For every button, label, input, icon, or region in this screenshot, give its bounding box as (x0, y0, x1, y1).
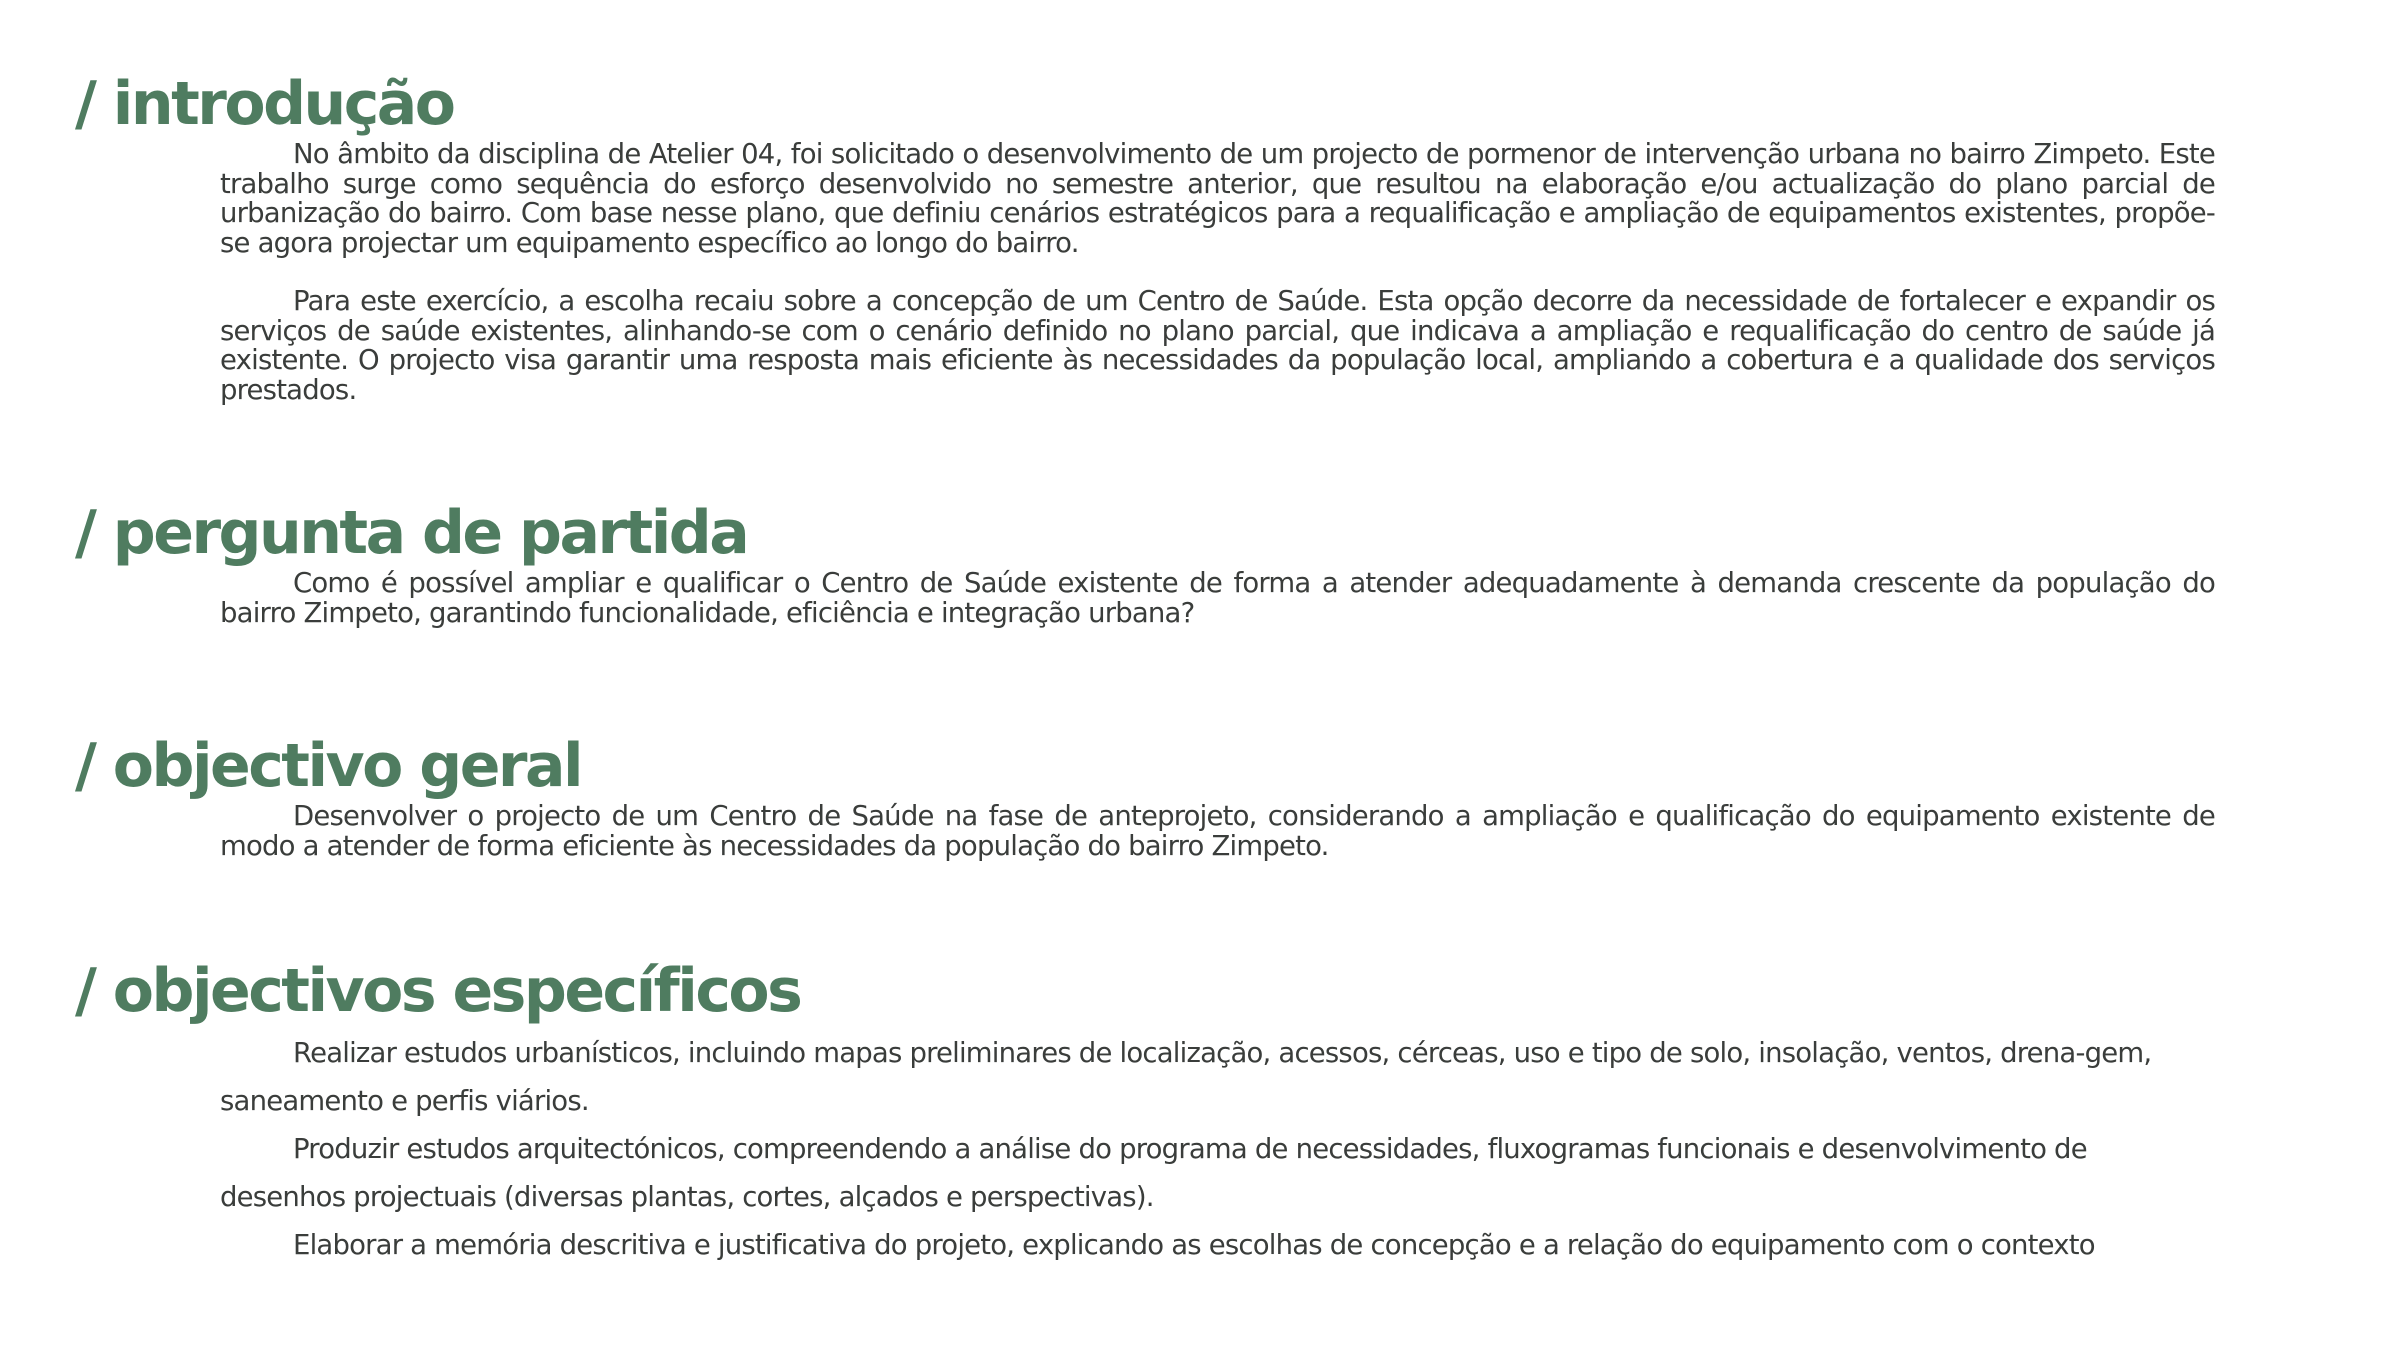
paragraph: Como é possível ampliar e qualificar o Centro de Saúde existente de forma a atender adequadamente à demanda crescente da população do bairro Zimpeto, garantindo funcionalidade, eficiência e integração urbana? (220, 567, 2215, 629)
section-heading-pergunta: / pergunta de partida (75, 498, 748, 568)
section-body-objectivos-especificos (220, 1029, 2215, 1269)
section-heading-objectivos-especificos: / objectivos específicos (75, 956, 801, 1026)
list-item: Produzir estudos arquitectónicos, compreendendo a análise do programa de necessidades, fluxogramas funcionais e desenvolvimento de desenhos projectuais (diversas plantas, cortes, alçados e perspectivas). (220, 1133, 2087, 1213)
paragraph: Desenvolver o projecto de um Centro de Saúde na fase de anteprojeto, considerando a ampliação e qualificação do equipamento existente de modo a atender de forma eficiente às necessidades da população do bairro Zimpeto. (220, 800, 2215, 862)
section-heading-objectivo-geral: / objectivo geral (75, 731, 582, 801)
list-item: Realizar estudos urbanísticos, incluindo mapas preliminares de localização, acessos, cérceas, uso e tipo de solo, insolação, ventos, drena-gem, saneamento e perfis viários. (220, 1037, 2152, 1117)
paragraph: No âmbito da disciplina de Atelier 04, foi solicitado o desenvolvimento de um projecto de pormenor de intervenção urbana no bairro Zimpeto. Este trabalho surge como sequência do esforço desenvolvido no semestre anterior, que resultou na elaboração e/ou actualização do plano parcial de urbanização do bairro. Com base nesse plano, que definiu cenários estratégicos para a requalificação e ampliação de equipamentos existentes, propõe-se agora projectar um equipamento específico ao longo do bairro. (220, 138, 2215, 259)
section-body-pergunta (220, 569, 2215, 628)
section-objectivos-especificos (75, 955, 2225, 1269)
section-heading-introducao: / introdução (75, 69, 454, 139)
section-body-introducao (220, 140, 2215, 405)
section-pergunta-de-partida (75, 497, 2225, 628)
section-body-objectivo-geral (220, 802, 2215, 861)
list-item: Elaborar a memória descritiva e justificativa do projeto, explicando as escolhas de concepção e a relação do equipamento com o contexto (293, 1229, 2095, 1261)
paragraph: Para este exercício, a escolha recaiu sobre a concepção de um Centro de Saúde. Esta opção decorre da necessidade de fortalecer e expandir os serviços de saúde existentes, alinhando-se com o cenário definido no plano parcial, que indicava a ampliação e requalificação do centro de saúde já existente. O projecto visa garantir uma resposta mais eficiente às necessidades da população local, ampliando a cobertura e a qualidade dos serviços prestados. (220, 285, 2215, 406)
section-objectivo-geral (75, 730, 2225, 861)
section-introducao (75, 68, 2225, 405)
